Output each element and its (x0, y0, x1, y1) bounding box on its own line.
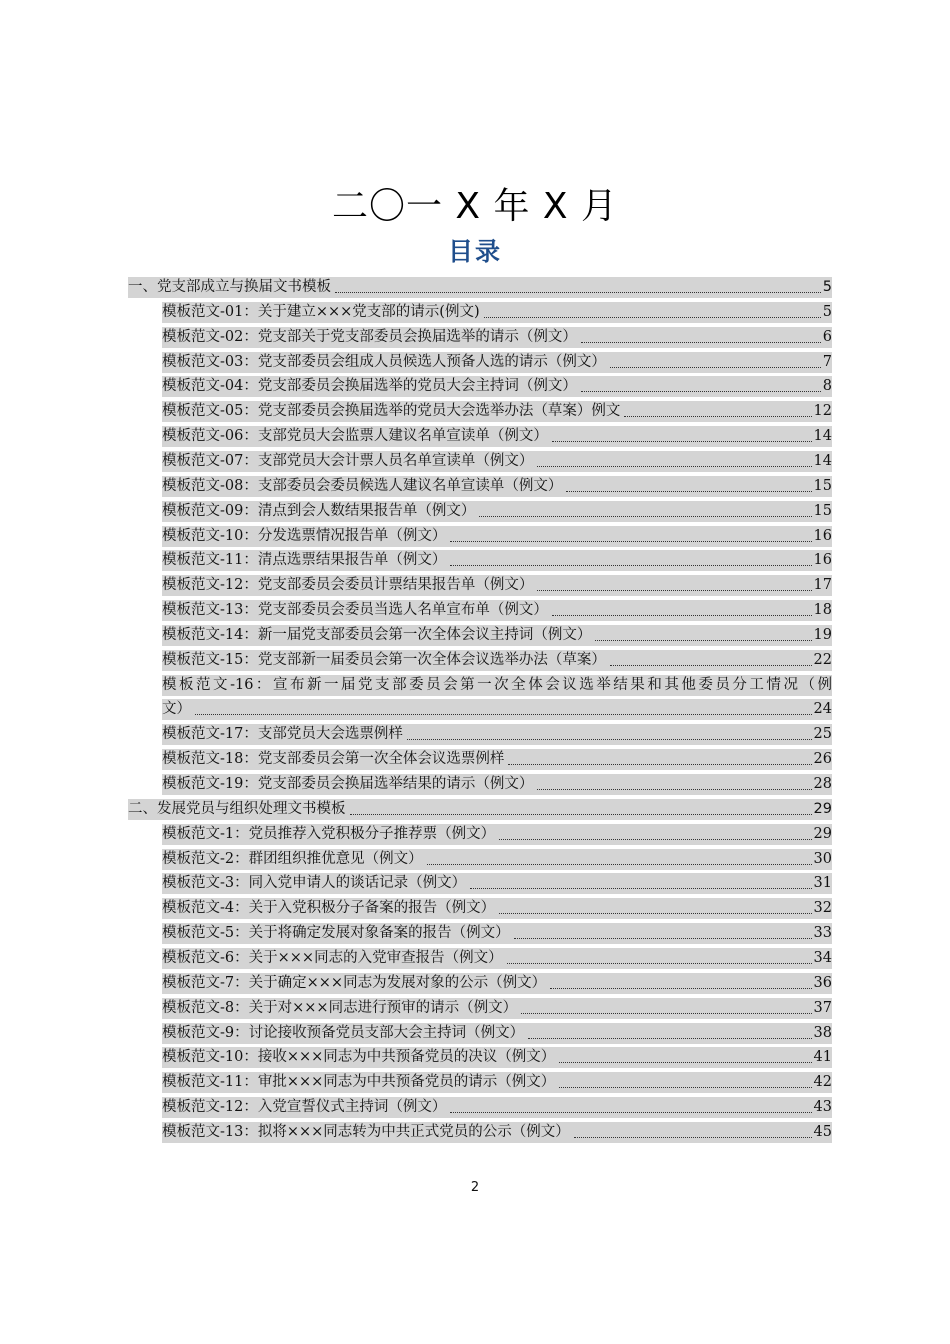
toc-entry-title: 模板范文-4：关于入党积极分子备案的报告（例文） (162, 900, 496, 917)
toc-page-number: 32 (813, 900, 832, 917)
toc-entry[interactable] (162, 873, 832, 894)
toc-dot-leader (335, 291, 821, 293)
page-number: 2 (470, 1180, 480, 1195)
toc-entry-title: 二、发展党员与组织处理文书模板 (128, 800, 346, 817)
toc-dot-leader (537, 788, 811, 790)
toc-page-number: 15 (813, 502, 832, 519)
toc-entry[interactable] (162, 550, 832, 571)
toc-dot-leader (552, 614, 812, 616)
toc-entry[interactable] (162, 675, 832, 696)
toc-page-number: 26 (813, 751, 832, 768)
toc-entry-title: 模板范文-04：党支部委员会换届选举的党员大会主持词（例文） (162, 378, 577, 395)
toc-entry-title: 模板范文-03：党支部委员会组成人员候选人预备人选的请示（例文） (162, 353, 606, 370)
page-date-heading: 二〇一 X 年 X 月 (331, 186, 619, 227)
toc-entry[interactable] (162, 526, 832, 547)
toc-dot-leader (559, 1061, 811, 1063)
toc-page-number: 17 (813, 577, 832, 594)
toc-entry-title: 模板范文-12：入党宣誓仪式主持词（例文） (162, 1099, 447, 1116)
toc-page-number: 34 (813, 949, 832, 966)
toc-page-number: 43 (813, 1099, 832, 1116)
toc-entry[interactable] (162, 401, 832, 422)
toc-entry-title: 模板范文-1：党员推荐入党积极分子推荐票（例文） (162, 825, 496, 842)
toc-page-number: 31 (813, 875, 832, 892)
toc-entry[interactable] (162, 1047, 832, 1068)
toc-dot-leader (624, 415, 811, 417)
toc-entry[interactable] (162, 600, 832, 621)
toc-dot-leader (595, 639, 811, 641)
toc-entry[interactable] (162, 824, 832, 845)
toc-entry-title: 模板范文-07：支部党员大会计票人员名单宣读单（例文） (162, 452, 534, 469)
toc-entry[interactable] (162, 650, 832, 671)
toc-page-number: 19 (813, 626, 832, 643)
toc-page-number: 30 (813, 850, 832, 867)
toc-dot-leader (484, 316, 821, 318)
toc-section-entry[interactable] (128, 799, 832, 820)
toc-dot-leader (521, 1012, 811, 1014)
toc-page-number: 15 (813, 477, 832, 494)
toc-entry-title: 模板范文-10：分发选票情况报告单（例文） (162, 527, 447, 544)
toc-page-number: 37 (813, 999, 832, 1016)
toc-entry-title: 文） (162, 701, 191, 718)
toc-entry-title: 模板范文-12：党支部委员会委员计票结果报告单（例文） (162, 577, 534, 594)
toc-entry[interactable] (162, 1122, 832, 1143)
toc-entry[interactable] (162, 923, 832, 944)
toc-entry-title: 模板范文-5：关于将确定发展对象备案的报告（例文） (162, 925, 510, 942)
toc-dot-leader (552, 440, 812, 442)
toc-dot-leader (350, 813, 812, 815)
toc-dot-leader (479, 515, 811, 517)
toc-dot-leader (508, 763, 811, 765)
toc-dot-leader (574, 1136, 812, 1138)
toc-entry[interactable] (162, 948, 832, 969)
toc-entry[interactable] (162, 302, 832, 323)
toc-entry[interactable] (162, 327, 832, 348)
toc-dot-leader (610, 664, 812, 666)
toc-entry-title: 模板范文-18：党支部委员会第一次全体会议选票例样 (162, 751, 505, 768)
toc-entry[interactable] (162, 451, 832, 472)
toc-dot-leader (450, 1111, 811, 1113)
toc-entry-title: 模板范文-06：支部党员大会监票人建议名单宣读单（例文） (162, 428, 548, 445)
toc-page-number: 36 (813, 974, 832, 991)
toc-entry-title: 模板范文-13：党支部委员会委员当选人名单宣布单（例文） (162, 602, 548, 619)
toc-page-number: 28 (813, 776, 832, 792)
toc-dot-leader (427, 863, 812, 865)
toc-entry-title: 模板范文-2：群团组织推优意见（例文） (162, 850, 423, 867)
toc-page-number: 14 (813, 452, 832, 469)
toc-page-number: 14 (813, 428, 832, 445)
toc-page-number: 22 (813, 651, 832, 668)
toc-dot-leader (507, 962, 812, 964)
toc-dot-leader (407, 738, 812, 740)
toc-entry[interactable] (162, 699, 832, 720)
toc-dot-leader (450, 564, 811, 566)
toc-entry[interactable] (162, 724, 832, 745)
toc-entry[interactable] (162, 749, 832, 770)
toc-entry[interactable] (162, 998, 832, 1019)
toc-entry-title: 模板范文-08：支部委员会委员候选人建议名单宣读单（例文） (162, 477, 563, 494)
toc-entry[interactable] (162, 973, 832, 994)
toc-dot-leader (550, 987, 811, 989)
toc-page-number: 45 (813, 1123, 832, 1140)
toc-dot-leader (499, 912, 811, 914)
toc-entry-title: 模板范文-13：拟将×××同志转为中共正式党员的公示（例文） (162, 1123, 570, 1140)
toc-entry-title: 模板范文-6：关于×××同志的入党审查报告（例文） (162, 949, 503, 966)
toc-page-number: 18 (813, 602, 832, 619)
toc-dot-leader (537, 465, 811, 467)
toc-page-number: 38 (813, 1024, 832, 1041)
toc-page-number: 24 (813, 701, 832, 718)
toc-entry[interactable] (162, 898, 832, 919)
toc-page-number: 6 (822, 328, 832, 345)
toc-page-number: 5 (822, 279, 832, 295)
toc-entry[interactable] (162, 1072, 832, 1093)
toc-page-number: 42 (813, 1074, 832, 1091)
toc-entry-title: 模板范文-17：支部党员大会选票例样 (162, 726, 403, 743)
toc-entry[interactable] (162, 1097, 832, 1118)
toc-entry-title: 模板范文-3：同入党申请人的谈话记录（例文） (162, 875, 467, 892)
toc-page-number: 7 (822, 353, 832, 370)
toc-entry-title: 模板范文-14：新一届党支部委员会第一次全体会议主持词（例文） (162, 626, 592, 643)
toc-entry-title: 模板范文-05：党支部委员会换届选举的党员大会选举办法（草案）例文 (162, 403, 621, 420)
toc-page-number: 5 (822, 303, 832, 320)
toc-entry-title: 模板范文-9：讨论接收预备党员支部大会主持词（例文） (162, 1024, 525, 1041)
toc-entry[interactable] (162, 849, 832, 870)
toc-entry[interactable] (162, 476, 832, 497)
toc-entry[interactable] (162, 426, 832, 447)
toc-dot-leader (528, 1037, 811, 1039)
toc-entry[interactable] (162, 352, 832, 373)
toc-dot-leader (195, 713, 812, 715)
toc-entry-title: 模板范文-11：审批×××同志为中共预备党员的请示（例文） (162, 1074, 556, 1091)
toc-entry-title: 模板范文-19：党支部委员会换届选举结果的请示（例文） (162, 776, 534, 792)
toc-entry-title: 模板范文-8：关于对×××同志进行预审的请示（例文） (162, 999, 518, 1016)
toc-dot-leader (499, 838, 811, 840)
toc-page-number: 33 (813, 925, 832, 942)
toc-dot-leader (537, 589, 811, 591)
toc-entry[interactable] (162, 625, 832, 646)
toc-entry[interactable] (162, 774, 832, 795)
toc-page-number: 8 (822, 378, 832, 395)
toc-page-number: 29 (813, 800, 832, 817)
toc-dot-leader (581, 390, 821, 392)
toc-section-entry[interactable] (128, 277, 832, 298)
toc-entry-title: 模板范文-16：宣布新一届党支部委员会第一次全体会议选举结果和其他委员分工情况（例 (162, 676, 832, 693)
toc-dot-leader (450, 540, 811, 542)
toc-dot-leader (566, 490, 811, 492)
toc-entry-title: 一、党支部成立与换届文书模板 (128, 279, 331, 295)
toc-page-number: 16 (813, 527, 832, 544)
toc-entry[interactable] (162, 1023, 832, 1044)
toc-dot-leader (581, 341, 821, 343)
toc-page-number: 25 (813, 726, 832, 743)
toc-entry-title: 模板范文-7：关于确定×××同志为发展对象的公示（例文） (162, 974, 547, 991)
toc-entry-title: 模板范文-01：关于建立×××党支部的请示(例文) (162, 303, 480, 320)
toc-page-number: 29 (813, 825, 832, 842)
toc-dot-leader (470, 887, 811, 889)
toc-entry-title: 模板范文-15：党支部新一届委员会第一次全体会议选举办法（草案） (162, 651, 606, 668)
toc-page-number: 16 (813, 552, 832, 569)
toc-title: 目录 (447, 237, 502, 266)
toc-dot-leader (610, 366, 821, 368)
toc-entry-title: 模板范文-02：党支部关于党支部委员会换届选举的请示（例文） (162, 328, 577, 345)
toc-dot-leader (514, 937, 812, 939)
toc-dot-leader (559, 1086, 811, 1088)
toc-entry-title: 模板范文-11：清点选票结果报告单（例文） (162, 552, 447, 569)
toc-page-number: 41 (813, 1049, 832, 1066)
toc-entry[interactable] (162, 501, 832, 522)
toc-entry-title: 模板范文-09：清点到会人数结果报告单（例文） (162, 502, 476, 519)
toc-entry-title: 模板范文-10：接收×××同志为中共预备党员的决议（例文） (162, 1049, 556, 1066)
toc-page-number: 12 (813, 403, 832, 420)
toc-entry[interactable] (162, 575, 832, 596)
toc-entry[interactable] (162, 376, 832, 397)
